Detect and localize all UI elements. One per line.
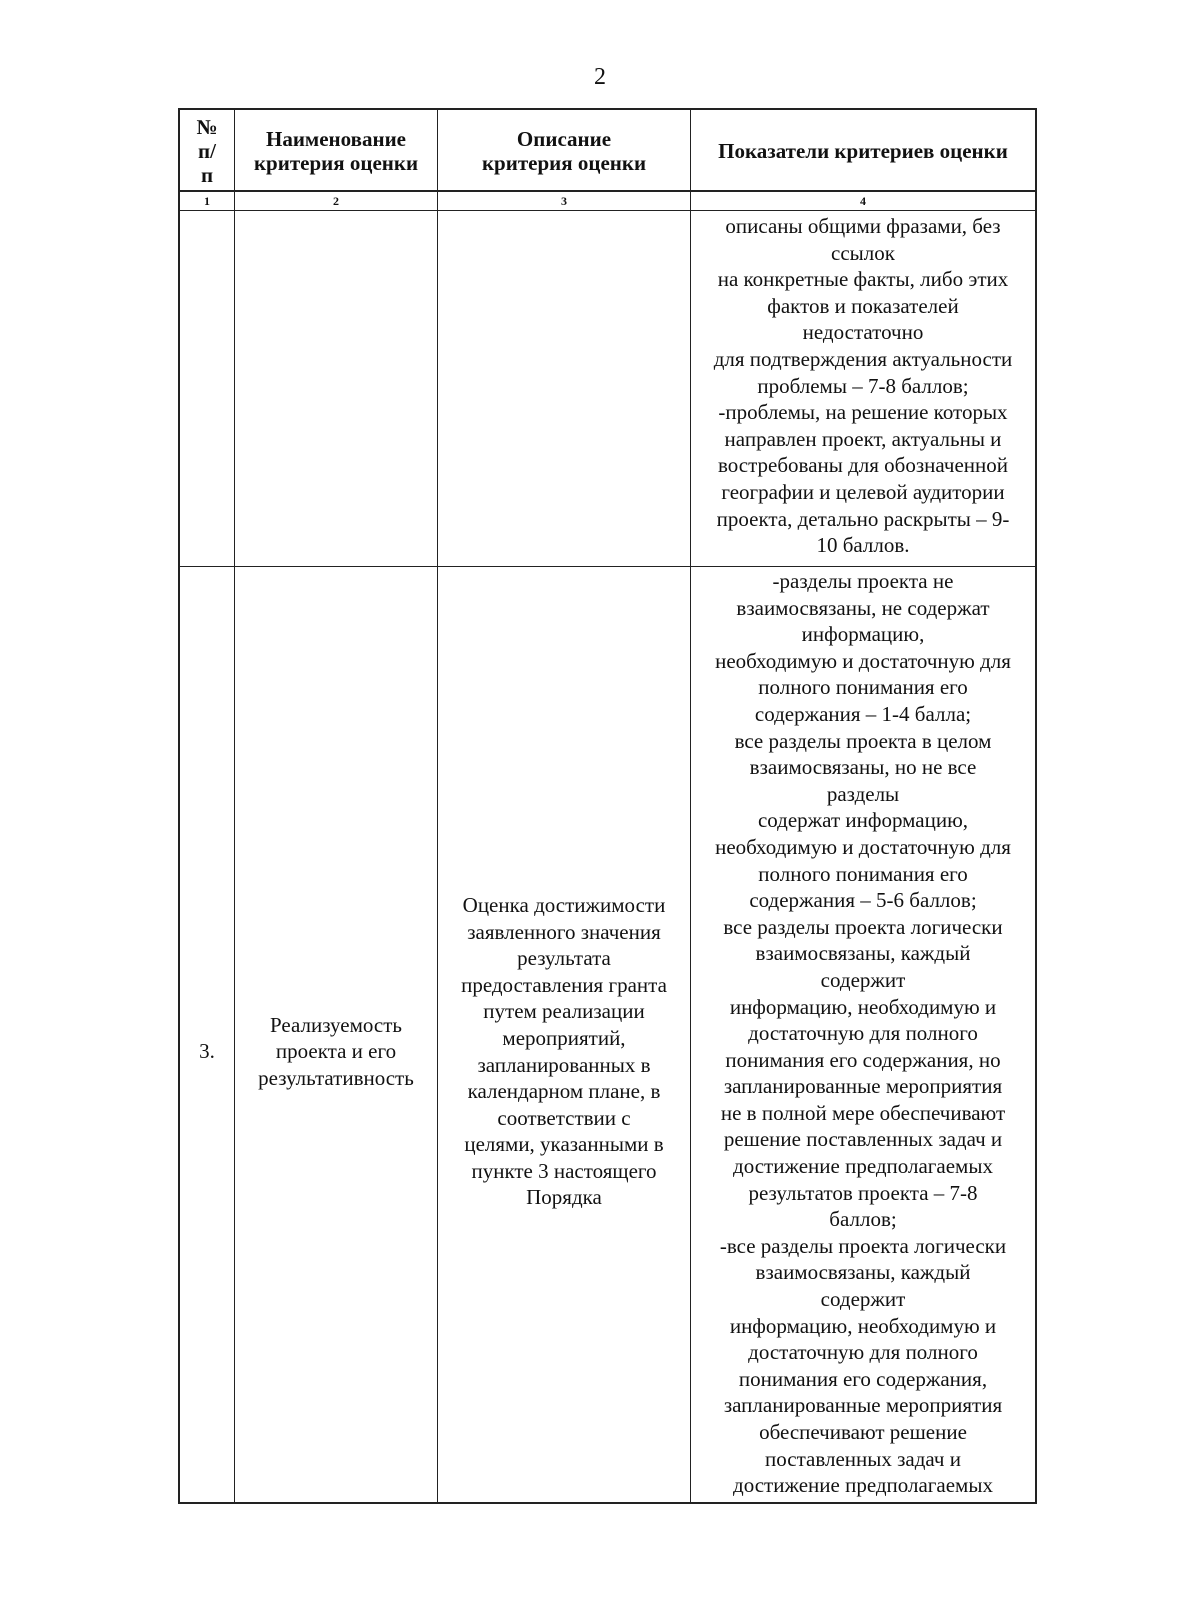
indicator-line: поставленных задач и: [765, 1446, 961, 1471]
indicator-line: все разделы проекта в целом: [734, 728, 992, 753]
criterion-description-line: соответствии с: [497, 1105, 631, 1130]
column-number-3: 3: [561, 193, 567, 208]
indicator-line: обеспечивают решение: [759, 1420, 967, 1444]
indicator-line: запланированные мероприятия: [723, 1393, 1003, 1418]
criterion-name-line: результативность: [258, 1065, 414, 1090]
criterion-description-line: запланированных в: [477, 1052, 651, 1077]
header-criterion-name: Наименование критерия оценки: [253, 127, 419, 175]
indicator-line: решение поставленных задач и: [723, 1127, 1003, 1152]
row-2-indicators-text: [715, 567, 1011, 1499]
indicator-line: взаимосвязаны, но не все: [749, 755, 977, 780]
indicator-line: проблемы – 7-8 баллов;: [757, 373, 969, 398]
indicator-line: результатов проекта – 7-8: [748, 1180, 978, 1205]
row-2-indicators: [691, 567, 1035, 1502]
indicator-line: взаимосвязаны, не содержат: [736, 595, 990, 620]
indicator-line: полного понимания его: [758, 861, 968, 886]
criterion-description-line: пункте 3 настоящего: [471, 1158, 657, 1183]
indicator-line: взаимосвязаны, каждый: [755, 1260, 971, 1285]
indicator-line: взаимосвязаны, каждый: [755, 941, 971, 966]
indicator-line: баллов;: [829, 1207, 897, 1232]
row-2-criterion-description: [438, 567, 690, 1502]
indicator-line: -проблемы, на решение которых: [718, 400, 1008, 425]
row-1-indicators-text: [714, 212, 1013, 559]
table-border-top: [178, 108, 1037, 110]
indicator-line: разделы: [826, 781, 900, 806]
indicator-line: необходимую и достаточную для: [715, 834, 1011, 859]
row-2-criterion-name-text: [258, 1012, 414, 1092]
indicator-line: проекта, детально раскрыты – 9-: [716, 506, 1010, 531]
row-2-criterion-name: [235, 567, 437, 1502]
indicator-line: -все разделы проекта логически: [719, 1233, 1007, 1258]
indicator-line: фактов и показателей: [767, 293, 959, 318]
indicator-line: необходимую и достаточную для: [715, 648, 1011, 673]
criterion-description-line: мероприятий,: [502, 1025, 626, 1050]
criterion-description-line: Порядка: [526, 1185, 602, 1210]
header-indicators: Показатели критериев оценки: [718, 139, 1008, 163]
indicator-line: не в полной мере обеспечивают: [720, 1100, 1006, 1125]
criterion-description-line: целями, указанными в: [464, 1132, 664, 1157]
indicator-line: полного понимания его: [758, 675, 968, 700]
column-number-2: 2: [333, 193, 339, 208]
indicator-line: недостаточно: [802, 320, 924, 345]
indicator-line: все разделы проекта логически: [723, 914, 1003, 939]
criterion-description-line: календарном плане, в: [467, 1079, 661, 1104]
indicator-line: содержит: [820, 967, 906, 992]
criterion-name-line: проекта и его: [275, 1039, 397, 1064]
indicator-line: достаточную для полного: [748, 1340, 978, 1365]
row-1-indicators: [691, 212, 1035, 566]
indicator-line: ссылок: [831, 240, 895, 265]
criterion-description-line: путем реализации: [483, 999, 645, 1024]
indicator-line: достаточную для полного: [748, 1021, 978, 1046]
indicator-line: информацию, необходимую и: [729, 994, 997, 1019]
indicator-line: для подтверждения актуальности: [713, 346, 1013, 371]
indicator-line: на конкретные факты, либо этих: [717, 267, 1009, 292]
column-number-4: 4: [860, 193, 866, 208]
criterion-description-line: заявленного значения: [467, 919, 661, 944]
criterion-description-line: Оценка достижимости: [462, 892, 666, 917]
indicator-line: востребованы для обозначенной: [718, 453, 1008, 478]
indicator-line: достижение предполагаемых: [733, 1154, 993, 1179]
criterion-description-line: результата: [517, 946, 611, 971]
table-border-right: [1035, 108, 1037, 1504]
row-2-criterion-description-text: [461, 892, 667, 1211]
page-number: 2: [594, 64, 606, 90]
indicator-line: запланированные мероприятия: [723, 1074, 1003, 1099]
header-criterion-description: Описание критерия оценки: [481, 127, 647, 175]
indicator-line: содержит: [820, 1287, 906, 1312]
indicator-line: понимания его содержания,: [738, 1366, 988, 1391]
indicator-line: 10 баллов.: [816, 533, 910, 558]
row-2-number: 3.: [199, 1039, 215, 1064]
criterion-description-line: предоставления гранта: [461, 972, 667, 997]
indicator-line: содержания – 1-4 балла;: [754, 701, 972, 726]
indicator-line: описаны общими фразами, без: [725, 214, 1001, 238]
indicator-line: географии и целевой аудитории: [721, 479, 1005, 504]
indicator-line: содержат информацию,: [757, 808, 969, 833]
indicator-line: -разделы проекта не: [772, 569, 954, 593]
indicator-line: содержания – 5-6 баллов;: [749, 888, 977, 913]
table-border-bottom: [178, 1502, 1037, 1504]
header-number: № п/п: [196, 115, 218, 187]
indicator-line: направлен проект, актуальны и: [724, 426, 1002, 451]
indicator-line: достижение предполагаемых: [733, 1473, 993, 1498]
criterion-name-line: Реализуемость: [270, 1012, 402, 1037]
indicator-line: информацию, необходимую и: [729, 1313, 997, 1338]
table-numbers-divider: [178, 210, 1037, 211]
indicator-line: информацию,: [801, 622, 925, 647]
indicator-line: понимания его содержания, но: [725, 1047, 1001, 1072]
column-number-1: 1: [204, 193, 210, 208]
